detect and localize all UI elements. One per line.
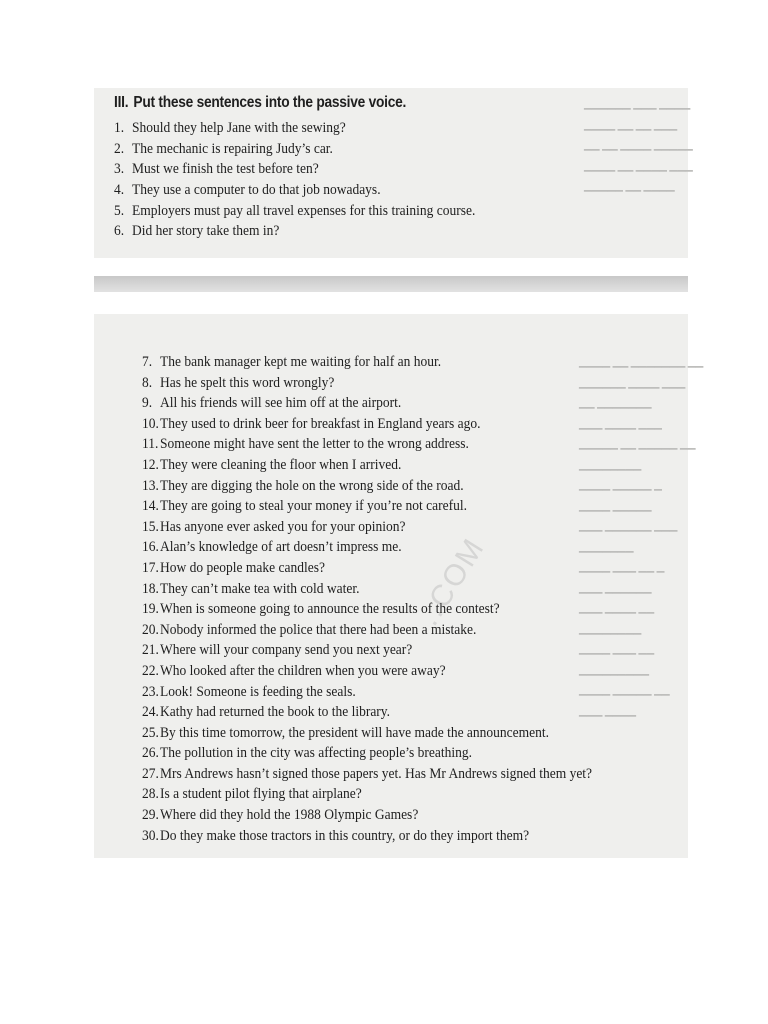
sentence-item: [142, 682, 592, 703]
sentence-item: [142, 702, 592, 723]
sentence-item: [142, 434, 592, 455]
item-number: 20.: [142, 621, 159, 638]
sentence-item: [142, 723, 592, 744]
item-number: 22.: [142, 662, 159, 679]
item-text: Do they make those tractors in this country, or do they import them?: [160, 827, 530, 844]
item-number: 5.: [114, 202, 125, 219]
heading-numeral: III.: [114, 94, 129, 111]
item-number: 3.: [114, 161, 125, 178]
sentence-item: [142, 579, 592, 600]
page-separator: [94, 276, 688, 292]
item-number: 26.: [142, 745, 159, 762]
item-number: 21.: [142, 642, 159, 659]
bleed-through-text: ▁▁▁▁▁▁ ▁▁▁ ▁▁▁▁ ▁▁▁▁ ▁▁ ▁▁ ▁▁▁ ▁▁ ▁▁ ▁▁▁▁ ▁▁▁▁▁ ▁▁▁▁ ▁▁ ▁▁▁▁ ▁▁▁ ▁▁▁▁▁ ▁▁ ▁▁▁▁: [584, 98, 693, 192]
item-text: When is someone going to announce the results of the contest?: [160, 601, 500, 618]
item-number: 17.: [142, 559, 159, 576]
item-number: 30.: [142, 827, 159, 844]
item-number: 10.: [142, 415, 159, 432]
item-number: 8.: [142, 374, 153, 391]
item-text: Did her story take them in?: [132, 223, 280, 240]
sentence-item: [142, 537, 592, 558]
heading-text: Put these sentences into the passive voice.: [133, 94, 407, 111]
sentence-item: [142, 517, 592, 538]
item-text: Who looked after the children when you were away?: [160, 662, 446, 679]
sentence-item: [142, 661, 592, 682]
item-number: 16.: [142, 539, 159, 556]
scan-panel-bottom: [94, 314, 704, 858]
exercise-heading: [114, 94, 406, 112]
watermark: ..COM: [412, 532, 492, 632]
item-text: Has he spelt this word wrongly?: [160, 374, 335, 391]
item-text: Is a student pilot flying that airplane?: [160, 786, 362, 803]
sentence-item: [114, 180, 475, 201]
sentence-list-top: [114, 118, 516, 242]
sentence-item: [142, 620, 592, 641]
sentence-item: [142, 743, 592, 764]
item-text: Must we finish the test before ten?: [132, 161, 319, 178]
item-number: 9.: [142, 395, 153, 412]
item-number: 11.: [142, 436, 159, 453]
item-text: The pollution in the city was affecting people’s breathing.: [160, 745, 473, 762]
item-number: 28.: [142, 786, 159, 803]
sentence-item: [142, 784, 592, 805]
item-text: The mechanic is repairing Judy’s car.: [132, 140, 333, 157]
item-number: 25.: [142, 724, 159, 741]
item-number: 29.: [142, 807, 159, 824]
sentence-item: [142, 640, 592, 661]
item-text: By this time tomorrow, the president will have made the announcement.: [160, 724, 550, 741]
item-number: 7.: [142, 354, 153, 370]
sentence-item: [114, 159, 475, 180]
item-number: 18.: [142, 580, 159, 597]
scan-panel-top: [94, 88, 693, 258]
sentence-item: [142, 476, 592, 497]
item-number: 27.: [142, 765, 159, 782]
item-text: Alan’s knowledge of art doesn’t impress me.: [160, 539, 402, 556]
item-text: They were cleaning the floor when I arrived.: [160, 456, 402, 473]
item-text: The bank manager kept me waiting for half an hour.: [160, 354, 442, 370]
sentence-item: [142, 373, 592, 394]
item-text: Employers must pay all travel expenses for this training course.: [132, 202, 476, 219]
item-number: 14.: [142, 498, 159, 515]
sentence-item: [142, 352, 592, 373]
item-number: 4.: [114, 182, 125, 199]
item-number: 15.: [142, 518, 159, 535]
sentence-item: [142, 414, 592, 435]
item-number: 2.: [114, 140, 125, 157]
sentence-item: [142, 558, 592, 579]
item-text: They are going to steal your money if you’re not careful.: [160, 498, 468, 515]
bleed-through-text: ▁▁▁▁ ▁▁ ▁▁▁▁▁▁▁ ▁▁ ▁▁▁▁▁▁ ▁▁▁▁ ▁▁▁ ▁▁ ▁▁▁▁▁▁▁ ▁▁▁ ▁▁▁▁ ▁▁▁ ▁▁▁▁▁ ▁▁ ▁▁▁▁▁ ▁▁ ▁▁▁▁▁▁▁▁ ▁▁▁▁ ▁▁▁▁▁ ▁ ▁▁▁▁ ▁▁▁▁▁ ▁▁▁ ▁▁▁▁▁▁ ▁▁▁ ▁▁▁▁▁▁▁ ▁▁▁▁ ▁▁▁ ▁▁ ▁ ▁▁▁ ▁▁▁▁▁▁ ▁▁▁ ▁▁▁▁ ▁▁ ▁▁▁▁▁▁▁▁ ▁▁▁▁ ▁▁▁ ▁▁ ▁▁▁▁▁▁▁▁▁ ▁▁▁▁ ▁▁▁▁▁ ▁▁ ▁▁▁ ▁▁▁▁: [579, 356, 704, 717]
sentence-item: [142, 826, 592, 847]
item-text: Kathy had returned the book to the library.: [160, 704, 391, 721]
sentence-item: [142, 393, 592, 414]
sentence-item: [114, 201, 475, 222]
item-text: All his friends will see him off at the airport.: [160, 395, 402, 412]
item-number: 19.: [142, 601, 159, 618]
item-text: Nobody informed the police that there had been a mistake.: [160, 621, 477, 638]
item-number: 12.: [142, 456, 159, 473]
item-number: 13.: [142, 477, 159, 494]
sentence-item: [142, 599, 592, 620]
sentence-item: [114, 118, 475, 139]
sentence-item: [142, 764, 592, 785]
item-number: 1.: [114, 120, 125, 136]
item-text: Mrs Andrews hasn’t signed those papers yet. Has Mr Andrews signed them yet?: [160, 765, 593, 782]
item-text: Where will your company send you next year?: [160, 642, 413, 659]
item-text: Should they help Jane with the sewing?: [132, 120, 346, 136]
item-text: They are digging the hole on the wrong side of the road.: [160, 477, 464, 494]
item-text: They used to drink beer for breakfast in England years ago.: [160, 415, 481, 432]
item-text: How do people make candles?: [160, 559, 325, 576]
item-number: 6.: [114, 223, 125, 240]
sentence-item: [142, 805, 592, 826]
sentence-item: [142, 455, 592, 476]
item-text: Where did they hold the 1988 Olympic Games?: [160, 807, 419, 824]
sentence-item: [114, 221, 475, 242]
sentence-item: [114, 139, 475, 160]
item-text: Someone might have sent the letter to the wrong address.: [160, 436, 469, 453]
item-text: Look! Someone is feeding the seals.: [160, 683, 356, 700]
sentence-list-bottom: [142, 352, 642, 846]
sentence-item: [142, 496, 592, 517]
item-number: 23.: [142, 683, 159, 700]
item-number: 24.: [142, 704, 159, 721]
item-text: They can’t make tea with cold water.: [160, 580, 360, 597]
item-text: Has anyone ever asked you for your opinion?: [160, 518, 406, 535]
item-text: They use a computer to do that job nowadays.: [132, 182, 381, 199]
